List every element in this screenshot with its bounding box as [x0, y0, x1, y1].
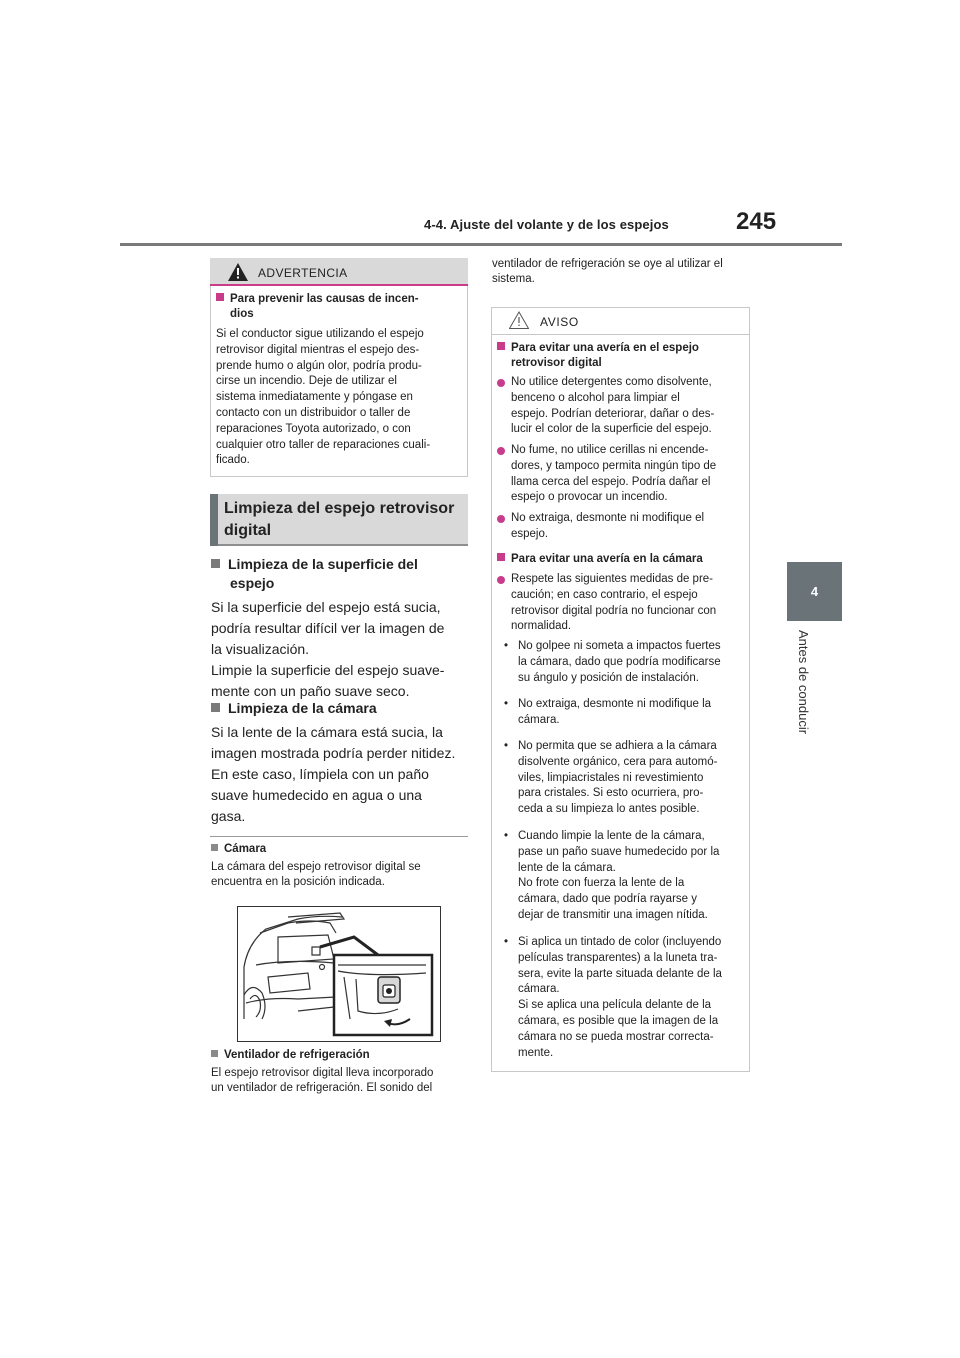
- notice-camera-bullet: • No extraiga, desmonte ni modifique la cámara.: [504, 698, 712, 726]
- notice-header: [491, 307, 750, 335]
- notice-camera-bullet: • No permita que se adhiera a la cámara disolvente orgánico, cera para automó- viles, limpiacristales ni revestimiento para cristales. Si esto ocurriera, pro- ceda a su limpieza lo antes posible.: [504, 740, 718, 816]
- vehicle-rear-drawing: [238, 907, 440, 1041]
- section-title: 4-4. Ajuste del volante y de los espejos: [424, 217, 669, 232]
- chapter-tab[interactable]: 4: [787, 562, 842, 621]
- notice-camera-bullet: • Si aplica un tintado de color (incluyendo películas transparentes) a la luneta tra- sera, evite la parte situada delante de la cámara. Si se aplica una película delante de la cámara, es posible que la imagen de la cámara no se pueda mostrar correcta- mente.: [504, 936, 722, 1059]
- notice-title: AVISO: [540, 315, 579, 329]
- notice-mirror-item: No extraiga, desmonte ni modifique el espejo.: [497, 511, 739, 543]
- magenta-square-icon: [497, 553, 505, 561]
- notice-mirror-item: No fume, no utilice cerillas ni encende- dores, y tampoco permita ningún tipo de llama cerca del espejo. Podría dañar el espejo o provocar un incendio.: [497, 443, 739, 506]
- magenta-dot-icon: [497, 379, 505, 387]
- square-bullet-icon: [211, 559, 220, 568]
- warning-title: ADVERTENCIA: [258, 266, 348, 280]
- camera-note-body: La cámara del espejo retrovisor digital se encuentra en la posición indicada.: [211, 861, 421, 888]
- warning-body: Si el conductor sigue utilizando el espejo retrovisor digital mientras el espejo des- prende humo o algún olor, podría produ- cirse un incendio. Deje de utilizar el sistema inmediatamente y póngase en contacto con un distribuidor o taller de reparaciones Toyota autorizado, o con cualquier otro taller de reparaciones cuali- ficado.: [216, 328, 431, 467]
- notice-camera-bullet: • Cuando limpie la lente de la cámara, pase un paño suave humedecido por la lente de la cámara. No frote con fuerza la lente de la cámara, dado que podría rayarse y dejar de transmitir una imagen nítida.: [504, 830, 720, 921]
- chapter-title: Antes de conducir: [796, 630, 811, 735]
- camera-note-heading: Cámara: [211, 843, 266, 855]
- camera-location-illustration: [237, 906, 441, 1042]
- notice-camera-subheading: Para evitar una avería en la cámara: [497, 552, 737, 567]
- notice-camera-bullet: • No golpee ni someta a impactos fuertes la cámara, dado que podría modificarse su ángulo y posición de instalación.: [504, 640, 721, 684]
- magenta-dot-icon: [497, 447, 505, 455]
- camera-cleaning-body: Si la lente de la cámara está sucia, la imagen mostrada podría perder nitidez. En este caso, límpiela con un paño suave humedecido en agua o una gasa.: [211, 724, 456, 824]
- mirror-cleaning-heading: Limpieza de la superficie del espejo: [211, 555, 466, 593]
- magenta-dot-icon: [497, 515, 505, 523]
- magenta-square-icon: [216, 293, 224, 301]
- magenta-square-icon: [497, 342, 505, 350]
- square-bullet-icon: [211, 703, 220, 712]
- notice-mirror-subheading: Para evitar una avería en el espejo retrovisor digital: [497, 341, 737, 371]
- fan-note-body-continued: ventilador de refrigeración se oye al utilizar el sistema.: [492, 258, 723, 285]
- divider: [210, 836, 468, 837]
- warning-triangle-icon: [228, 263, 248, 281]
- square-bullet-icon: [211, 1050, 218, 1057]
- section-heading: Limpieza del espejo retrovisor digital: [224, 500, 455, 539]
- fan-note-heading: Ventilador de refrigeración: [211, 1049, 370, 1061]
- page-number: 245: [736, 208, 777, 235]
- square-bullet-icon: [211, 844, 218, 851]
- magenta-dot-icon: [497, 576, 505, 584]
- notice-mirror-item: No utilice detergentes como disolvente, benceno o alcohol para limpiar el espejo. Podrían deteriorar, dañar o des- lucir el color de la superficie del espejo.: [497, 375, 739, 438]
- notice-triangle-icon: [509, 311, 529, 329]
- notice-camera-item: Respete las siguientes medidas de pre- caución; en caso contrario, el espejo retrovisor digital podría no funcionar con normalidad.: [497, 572, 739, 635]
- mirror-cleaning-body: Si la superficie del espejo está sucia, podría resultar difícil ver la imagen de la visualización. Limpie la superficie del espejo suave- mente con un paño suave seco.: [211, 599, 445, 699]
- fan-note-body: El espejo retrovisor digital lleva incorporado un ventilador de refrigeración. El sonido del: [211, 1067, 434, 1094]
- header-rule: [120, 243, 842, 246]
- section-header-accent: [210, 494, 218, 546]
- warning-subheading: Para prevenir las causas de incen- dios: [216, 292, 460, 322]
- camera-cleaning-heading: Limpieza de la cámara: [211, 700, 377, 716]
